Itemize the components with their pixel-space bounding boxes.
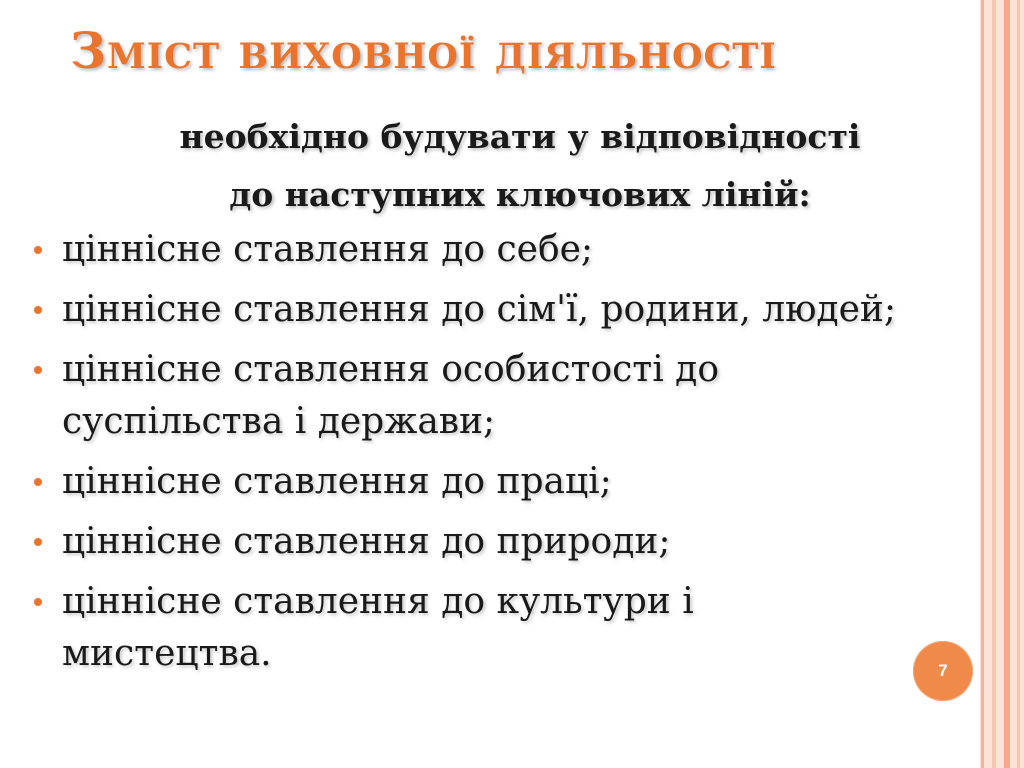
slide-title: Зміст виховної діяльності bbox=[70, 21, 777, 80]
subtitle-line: необхідно будувати у відповідності bbox=[179, 117, 861, 156]
page-number: 7 bbox=[938, 661, 948, 680]
slide-subtitle bbox=[60, 108, 980, 224]
bullet-icon bbox=[34, 598, 42, 606]
bullet-icon bbox=[34, 478, 42, 486]
subtitle-line: до наступних ключових ліній: bbox=[229, 175, 811, 214]
bullet-item bbox=[28, 576, 908, 680]
bullet-text: ціннісне ставлення до природи; bbox=[62, 521, 671, 562]
bullet-text: ціннісне ставлення до культури і мистецтва. bbox=[62, 581, 694, 674]
bullet-item bbox=[28, 344, 908, 448]
page-number-badge bbox=[913, 641, 973, 701]
bullet-item bbox=[28, 456, 908, 508]
bullet-text: ціннісне ставлення до себе; bbox=[62, 229, 594, 270]
bullet-item bbox=[28, 516, 908, 568]
bullet-text: ціннісне ставлення до сім'ї, родини, людей; bbox=[62, 289, 897, 330]
bullet-icon bbox=[34, 538, 42, 546]
decorative-stripe bbox=[992, 0, 996, 768]
right-decorative-stripes bbox=[980, 0, 1024, 768]
decorative-stripe bbox=[1017, 0, 1020, 768]
bullet-text: ціннісне ставлення особистості до суспільства і держави; bbox=[62, 349, 719, 442]
bullet-item bbox=[28, 224, 908, 276]
bullet-list bbox=[28, 224, 908, 688]
bullet-item bbox=[28, 284, 908, 336]
bullet-icon bbox=[34, 246, 42, 254]
bullet-text: ціннісне ставлення до праці; bbox=[62, 461, 612, 502]
bullet-icon bbox=[34, 306, 42, 314]
decorative-stripe bbox=[981, 0, 984, 768]
bullet-icon bbox=[34, 366, 42, 374]
decorative-stripe bbox=[1004, 0, 1010, 768]
